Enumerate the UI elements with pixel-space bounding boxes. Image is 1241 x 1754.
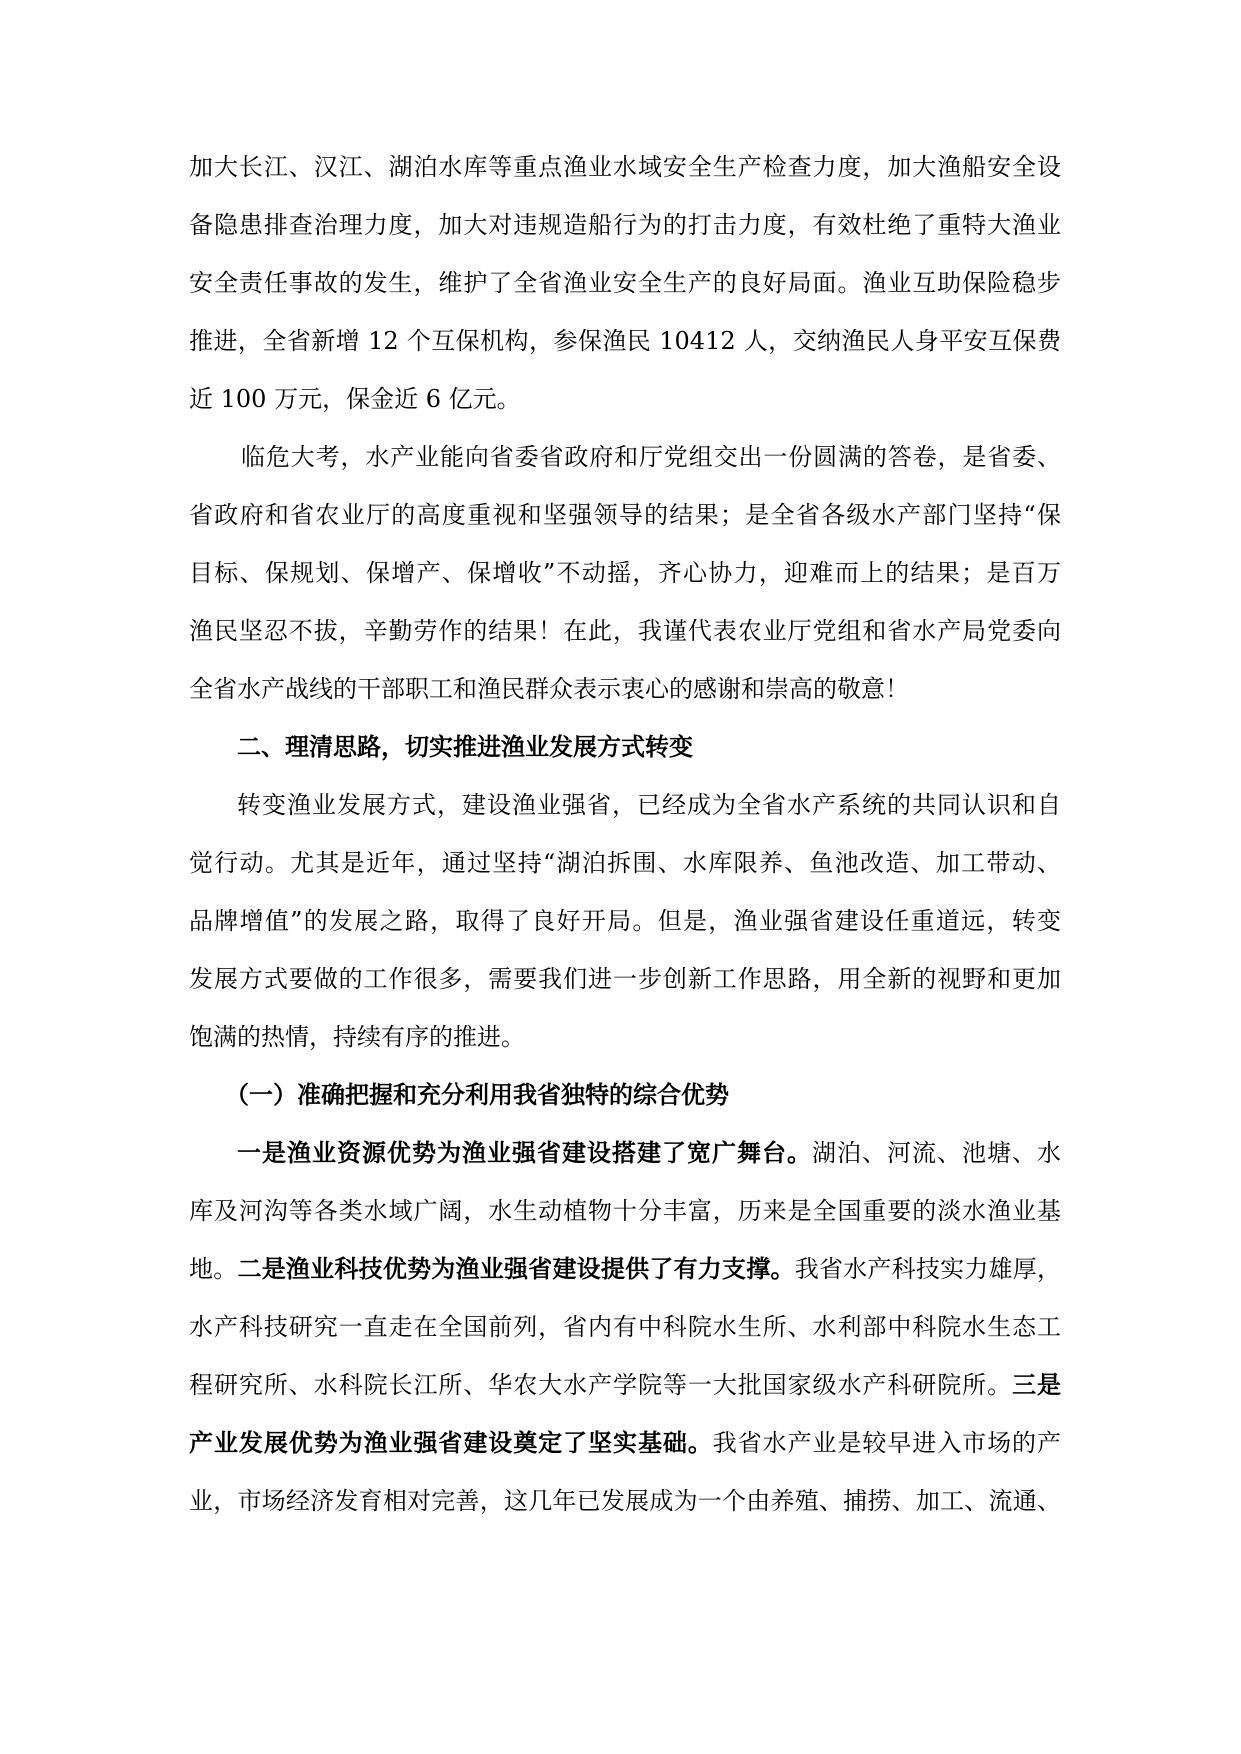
- text-span: 程研究所、水科院长江所、华农大水产学院等一大批国家级水产科研院所。: [189, 1371, 1013, 1399]
- heading-subsection-1: （一）准确把握和充分利用我省独特的综合优势: [225, 1080, 729, 1109]
- text-line: 推进，全省新增 12 个互保机构，参保渔民 10412 人，交纳渔民人身平安互保费: [189, 327, 1061, 355]
- bold-phrase: 产业发展优势为渔业强省建设奠定了坚实基础。: [189, 1428, 713, 1457]
- text-line: 省政府和省农业厅的高度重视和坚强领导的结果；是全省各级水产部门坚持“保: [189, 501, 1061, 529]
- text-line: 转变渔业发展方式，建设渔业强省，已经成为全省水产系统的共同认识和自: [237, 791, 1061, 819]
- heading-section-2: 二、理清思路，切实推进渔业发展方式转变: [237, 732, 693, 761]
- text-line: [189, 1428, 1061, 1458]
- bold-phrase: 二是渔业科技优势为渔业强省建设提供了有力支撑。: [237, 1254, 795, 1283]
- text-line: [237, 1138, 1061, 1168]
- text-line: 饱满的热情，持续有序的推进。: [189, 1023, 525, 1051]
- text-line: 近 100 万元，保金近 6 亿元。: [189, 385, 521, 413]
- text-span: 地。: [189, 1255, 238, 1283]
- text-line: 业，市场经济发育相对完善，这几年已发展成为一个由养殖、捕捞、加工、流通、: [189, 1487, 1061, 1515]
- text-line: 临危大考，水产业能向省委省政府和厅党组交出一份圆满的答卷，是省委、: [241, 443, 1061, 471]
- text-line: 品牌增值”的发展之路，取得了良好开局。但是，渔业强省建设任重道远，转变: [189, 907, 1061, 935]
- text-line: 全省水产战线的干部职工和渔民群众表示衷心的感谢和崇高的敬意！: [189, 675, 909, 703]
- text-span: 我省水产科技实力雄厚，: [794, 1255, 1062, 1283]
- text-line: [189, 1370, 1061, 1400]
- text-line: 水产科技研究一直走在全国前列，省内有中科院水生所、水利部中科院水生态工: [189, 1313, 1061, 1341]
- text-line: 安全责任事故的发生，维护了全省渔业安全生产的良好局面。渔业互助保险稳步: [189, 269, 1061, 297]
- text-line: 发展方式要做的工作很多，需要我们进一步创新工作思路，用全新的视野和更加: [189, 965, 1061, 993]
- text-line: [189, 1254, 1061, 1284]
- text-line: 库及河沟等各类水域广阔，水生动植物十分丰富，历来是全国重要的淡水渔业基: [189, 1197, 1061, 1225]
- text-line: 觉行动。尤其是近年，通过坚持“湖泊拆围、水库限养、鱼池改造、加工带动、: [189, 849, 1061, 877]
- text-span: 我省水产业是较早进入市场的产: [712, 1429, 1062, 1457]
- text-span: 湖泊、河流、池塘、水: [812, 1139, 1061, 1167]
- bold-phrase: 三是: [1012, 1370, 1062, 1399]
- text-line: 备隐患排查治理力度，加大对违规造船行为的打击力度，有效杜绝了重特大渔业: [189, 211, 1061, 239]
- bold-phrase: 一是渔业资源优势为渔业强省建设搭建了宽广舞台。: [237, 1138, 812, 1167]
- text-line: 渔民坚忍不拔，辛勤劳作的结果！在此，我谨代表农业厅党组和省水产局党委向: [189, 617, 1061, 645]
- text-line: 目标、保规划、保增产、保增收”不动摇，齐心协力，迎难而上的结果；是百万: [189, 559, 1061, 587]
- text-line: 加大长江、汉江、湖泊水库等重点渔业水域安全生产检查力度，加大渔船安全设: [189, 153, 1061, 181]
